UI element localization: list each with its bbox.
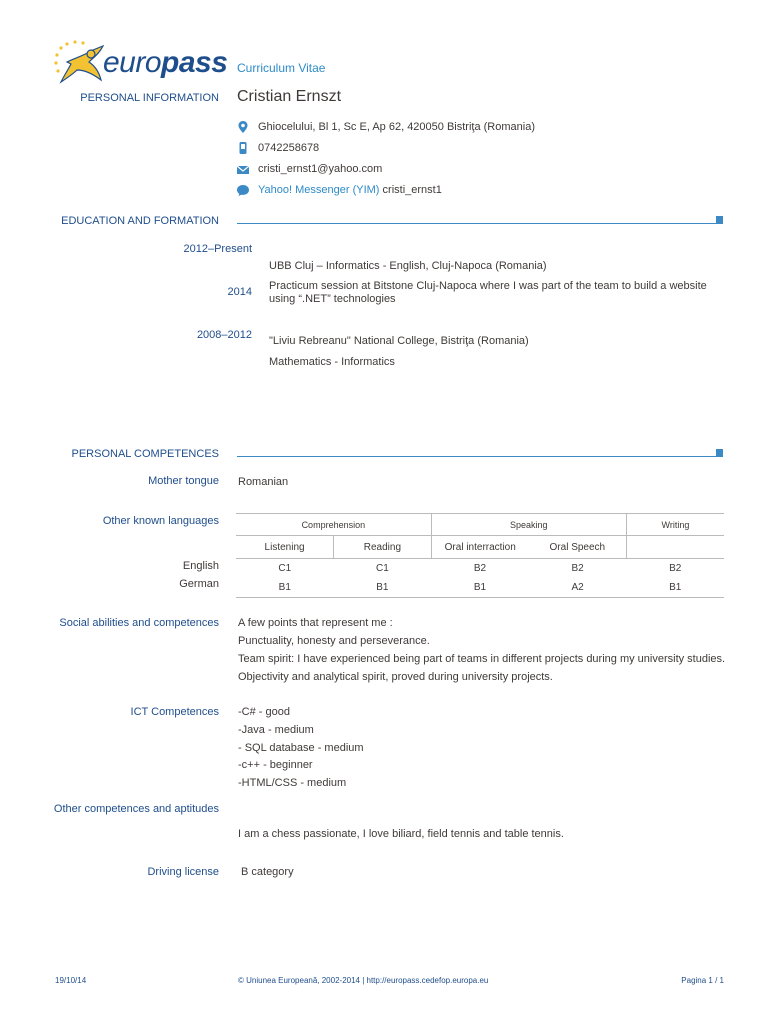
lang-cell: B2 bbox=[571, 563, 584, 574]
europass-logo bbox=[53, 40, 228, 86]
lang-row-english bbox=[236, 559, 724, 579]
mother-tongue-label: Mother tongue bbox=[148, 475, 219, 487]
phone: 0742258678 bbox=[258, 142, 320, 154]
ict-line-3: - SQL database - medium bbox=[238, 742, 364, 754]
doc-title: Curriculum Vitae bbox=[237, 61, 326, 75]
lang-group-writing: Writing bbox=[626, 514, 724, 536]
lang-sub-oral-interaction: Oral interraction bbox=[431, 536, 529, 559]
lang-sub-writing-empty bbox=[626, 536, 724, 559]
lang-sub-reading: Reading bbox=[334, 536, 432, 559]
other-competences-text: I am a chess passionate, I love biliard, field tennis and table tennis. bbox=[238, 828, 564, 840]
lang-group-comprehension: Comprehension bbox=[236, 514, 431, 536]
edu-line-3b: Mathematics - Informatics bbox=[269, 356, 395, 368]
edu-line-3a: "Liviu Rebreanu" National College, Bistriţa (Romania) bbox=[269, 335, 529, 347]
competences-section-rule bbox=[237, 456, 717, 457]
language-name-english: English bbox=[182, 560, 219, 572]
edu-date-3: 2008–2012 bbox=[196, 329, 252, 341]
messenger-icon bbox=[236, 183, 250, 197]
footer-date: 19/10/14 bbox=[55, 976, 87, 985]
edu-line-1a: UBB Cluj – Informatics - English, Cluj-Napoca (Romania) bbox=[269, 260, 547, 272]
phone-icon bbox=[236, 141, 250, 155]
lang-cell: B1 bbox=[334, 578, 432, 598]
lang-sub-oral-speech: Oral Speech bbox=[529, 536, 627, 559]
person-name: Cristian Ernszt bbox=[237, 88, 342, 105]
mother-tongue-value: Romanian bbox=[238, 476, 289, 488]
social-label: Social abilities and competences bbox=[59, 617, 219, 629]
im-service: Yahoo! Messenger (YIM) bbox=[258, 184, 380, 196]
social-line-3: Team spirit: I have experienced being part of teams in different projects during my university studies. bbox=[238, 653, 726, 665]
footer-page: Pagina 1 / 1 bbox=[681, 976, 724, 985]
ict-line-5: -HTML/CSS - medium bbox=[238, 777, 347, 789]
lang-cell: B1 bbox=[236, 578, 334, 598]
social-line-2: Punctuality, honesty and perseverance. bbox=[238, 635, 430, 647]
competences-section-marker bbox=[716, 449, 723, 457]
education-section-rule bbox=[237, 223, 717, 224]
lang-group-speaking: Speaking bbox=[431, 514, 626, 536]
ict-line-1: -C# - good bbox=[238, 706, 290, 718]
lang-row-german bbox=[236, 578, 724, 598]
social-line-1: A few points that represent me : bbox=[238, 617, 393, 629]
language-table bbox=[236, 513, 724, 598]
social-line-4: Objectivity and analytical spirit, proved during university projects. bbox=[238, 671, 553, 683]
im-handle: cristi_ernst1 bbox=[382, 184, 442, 196]
lang-cell: C1 bbox=[375, 563, 389, 574]
lang-cell: B2 bbox=[669, 563, 682, 574]
driving-text: B category bbox=[241, 866, 294, 878]
address: Ghiocelului, Bl 1, Sc E, Ap 62, 420050 Bistriţa (Romania) bbox=[258, 121, 535, 133]
footer-copyright: © Uniunea Europeană, 2002-2014 | http://europass.cedefop.europa.eu bbox=[238, 976, 489, 985]
lang-sub-listening: Listening bbox=[236, 536, 334, 559]
edu-line-2a: Practicum session at Bitstone Cluj-Napoca where I was part of the team to build a website bbox=[269, 280, 707, 292]
email: cristi_ernst1@yahoo.com bbox=[258, 163, 383, 175]
ict-line-4: -c++ - beginner bbox=[238, 759, 313, 771]
lang-cell: B1 bbox=[626, 578, 724, 598]
other-languages-label: Other known languages bbox=[102, 515, 219, 527]
competences-section-label: PERSONAL COMPETENCES bbox=[71, 448, 219, 460]
ict-label: ICT Competences bbox=[130, 706, 219, 718]
logo-text bbox=[103, 46, 227, 80]
language-name-german: German bbox=[179, 578, 219, 590]
driving-label: Driving license bbox=[147, 866, 219, 878]
ict-line-2: -Java - medium bbox=[238, 724, 314, 736]
education-section-marker bbox=[716, 216, 723, 224]
location-icon bbox=[236, 120, 250, 134]
email-icon bbox=[236, 163, 250, 177]
other-competences-label: Other competences and aptitudes bbox=[53, 803, 219, 815]
lang-cell: A2 bbox=[529, 578, 627, 598]
logo-text-pass: pass bbox=[161, 46, 228, 79]
education-section-label: EDUCATION AND FORMATION bbox=[61, 215, 219, 227]
logo-text-euro: euro bbox=[103, 46, 162, 79]
edu-line-2b: using “.NET” technologies bbox=[269, 293, 396, 305]
edu-date-2: 2014 bbox=[227, 286, 252, 298]
personal-section-label: PERSONAL INFORMATION bbox=[80, 92, 219, 104]
lang-cell: C1 bbox=[278, 563, 292, 574]
lang-cell: B2 bbox=[473, 563, 487, 574]
lang-cell: B1 bbox=[431, 578, 529, 598]
edu-date-1: 2012–Present bbox=[183, 243, 252, 255]
im-line bbox=[258, 184, 442, 196]
